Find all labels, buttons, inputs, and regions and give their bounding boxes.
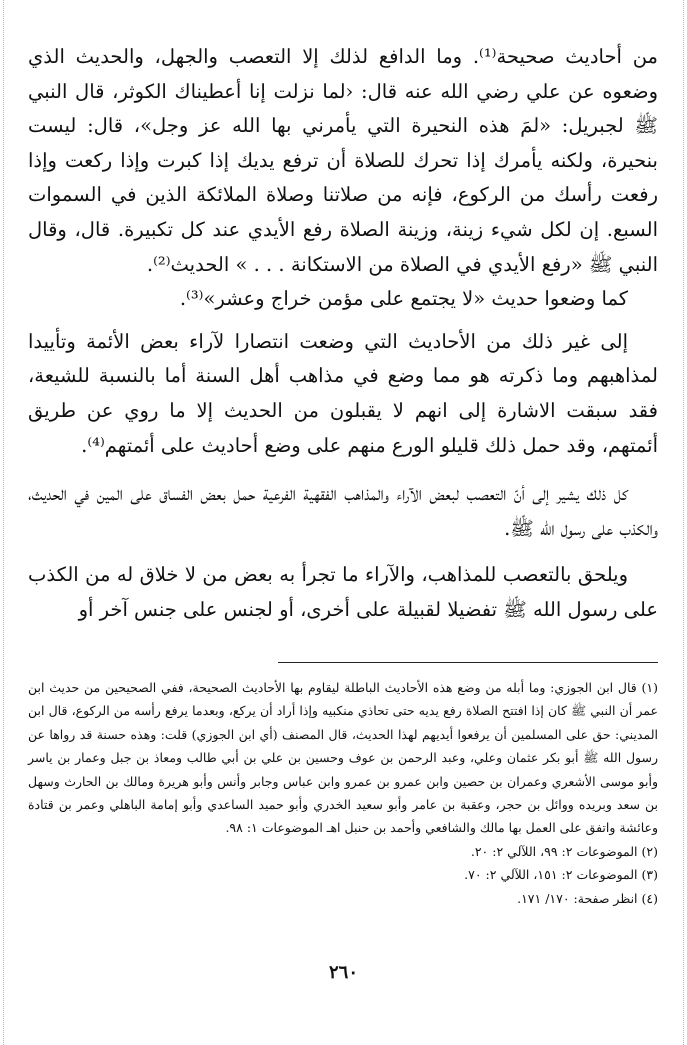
footnote: (٤) انظر صفحة: ١٧٠/ ١٧١. [517,890,658,906]
paragraph: إلى غير ذلك من الأحاديث التي وضعت انتصارا لآراء بعض الأئمة وتأييدا لمذاهبهم وما ذكرته هو مما وضع في مذاهب أهل السنة أما بالنسبة للشيعة، فقد سبقت الاشارة إلى انهم لا يقبلون من الحديث إلا ما روي عن طريق أئمتهم، وقد حمل ذلك قليلو الورع منهم على وضع أحاديث على أئمتهم⁽⁴⁾. [28,329,658,457]
page-number: ٢٦٠ [328,962,358,983]
main-text [28,40,658,628]
footnotes [28,676,658,910]
scan-border-left [3,0,4,1045]
footnote: (٣) الموضوعات ٢: ١٥١، اللآلي ٢: ٧٠. [464,867,658,883]
paragraph: من أحاديث صحيحة⁽¹⁾. وما الدافع لذلك إلا التعصب والجهل، والحديث الذي وضعوه عن علي رضي الله عنه قال: ‹لما نزلت إنا أعطيناك الكوثر، قال النبي ﷺ لجبريل: «لمَ هذه النحيرة التي يأمرني بها الله عز وجل»، قال: ليست بنحيرة، ولكنه يأمرك إذا تحرك للصلاة أن ترفع يديك إذا كبرت وإذا ركعت وإذا رفعت رأسك من الركوع، فإنه من صلاتنا وصلاة الملائكة الذين في السموات السبع. إن لكل شيء زينة، وزينة الصلاة رفع الأيدي عند كل تكبيرة. قال، وقال النبي ﷺ «رفع الأيدي في الصلاة من الاستكانة . . . » الحديث⁽²⁾. [28,45,658,276]
paragraph: كل ذلك يشير إلى أنّ التعصب لبعض الآراء والمذاهب الفقهية الفرعية حمل بعض الفساق على المين في الحديث، والكذب على رسول الله ﷺ. [28,482,658,540]
footnote: (١) قال ابن الجوزي: وما أبله من وضع هذه الأحاديث الباطلة ليقاوم بها الأحاديث الصحيحة، ففي الصحيحين من حديث ابن عمر أن النبي ﷺ كان إذا افتتح الصلاة رفع يديه حتى تحاذي منكبيه وإذا أراد أن يركع، وبعدما يرفع رأسه من الركوع، قال ابن المديني: حق على المسلمين أن يرفعوا أيديهم لهذا الحديث، قال المصنف (أي ابن الجوزي) قلت: وهذه حسنة قد رواها عن رسول الله ﷺ أبو بكر عثمان وعلي، وعبد الرحمن بن عوف وحسين بن علي بن أبي طالب ومعاذ بن جبل وعمار بن ياسر وأبو موسى الأشعري وعمران بن حصين وابن عمرو بن عمرو وابن عباس وجابر وأنس وأبو هريرة ومالك بن الحارث وسهل بن سعد وبريده ووائل بن حجر، وعقبة بن عامر وأبو سعيد الخدري وأبو حميد الساعدي وأبو إمامة الباهلي وعمر بن قتادة وعائشة واتفق على العمل بها مالك والشافعي وأحمد بن حنبل اهـ الموضوعات ١: ٩٨. [28,680,658,836]
paragraph: ويلحق بالتعصب للمذاهب، والآراء ما تجرأ به بعض من لا خلاق له من الكذب على رسول الله ﷺ تفضيلا لقبيلة على أخرى، أو لجنس على جنس آخر أو [28,563,658,621]
footnote-separator [278,662,658,663]
paragraph: كما وضعوا حديث «لا يجتمع على مؤمن خراج وعشر»⁽³⁾. [179,287,628,311]
footnote: (٢) الموضوعات ٢: ٩٩، اللآلي ٢: ٢٠. [470,843,658,859]
scan-border-right [683,0,684,1045]
